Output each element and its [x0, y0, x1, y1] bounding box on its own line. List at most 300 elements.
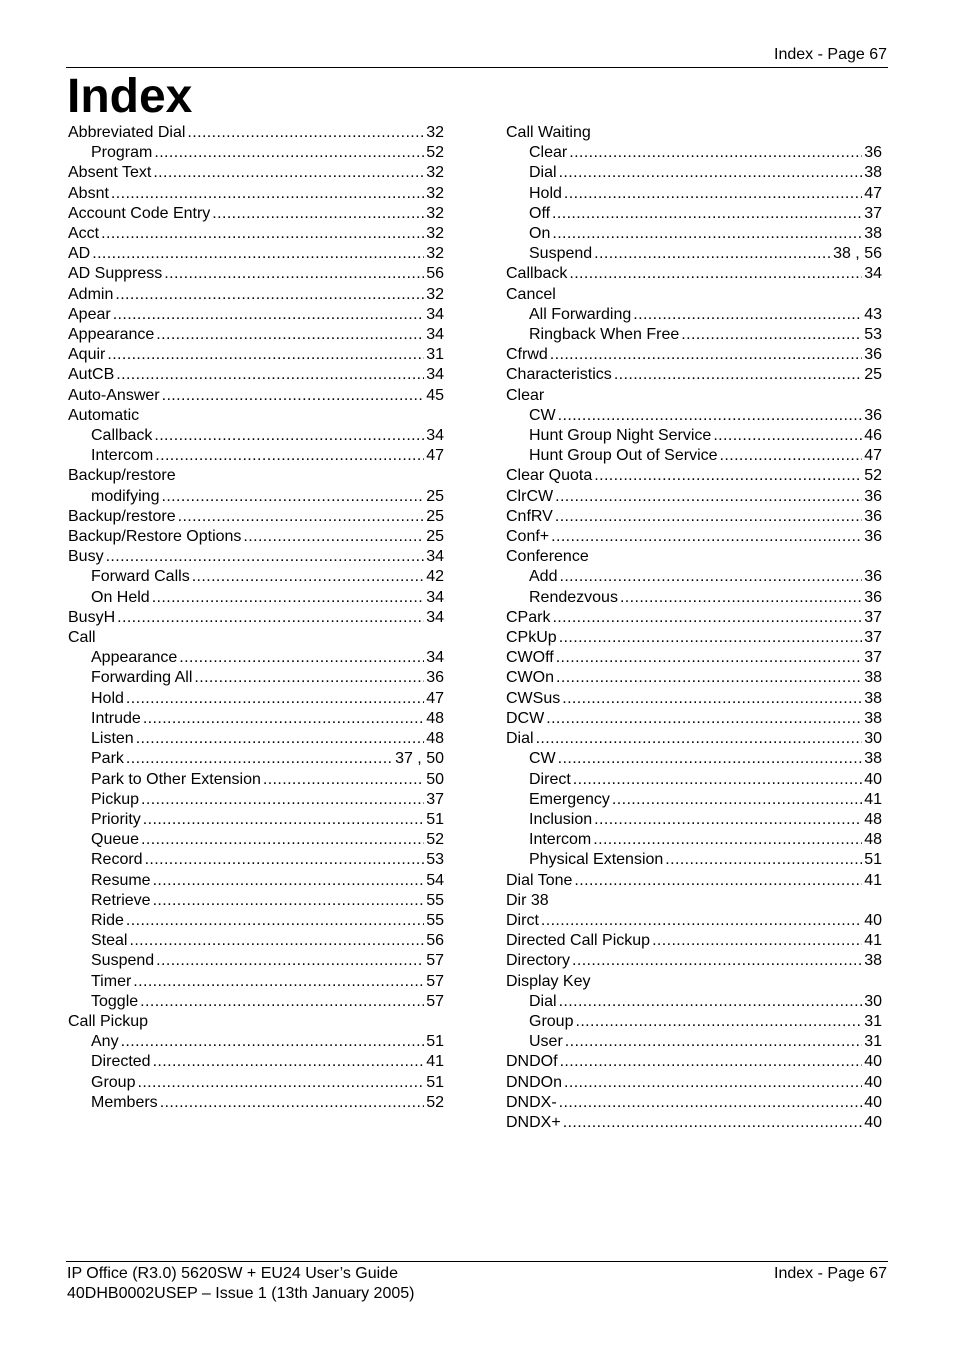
index-page-number: 31	[864, 1033, 882, 1051]
dot-leader	[156, 325, 424, 345]
index-heading	[506, 972, 882, 992]
dot-leader	[594, 466, 862, 486]
index-heading	[506, 547, 882, 567]
index-term: Group	[529, 1012, 574, 1030]
dot-leader	[212, 204, 424, 224]
index-entry	[506, 709, 882, 729]
index-term: Acct	[68, 225, 100, 243]
index-entry	[68, 810, 444, 830]
dot-leader	[572, 951, 862, 971]
index-term: Clear	[529, 144, 568, 162]
index-term: Admin	[68, 285, 114, 303]
dot-leader	[564, 184, 862, 204]
index-term: Direct	[529, 770, 571, 788]
index-entry	[68, 163, 444, 183]
index-term: Members	[91, 1093, 158, 1111]
dot-leader	[614, 365, 862, 385]
dot-leader	[129, 931, 424, 951]
index-entry	[506, 1113, 882, 1133]
index-page-number: 47	[864, 447, 882, 465]
index-entry	[506, 567, 882, 587]
footer-page-label: Index - Page 67	[774, 1265, 887, 1282]
index-term: AD Suppress	[68, 265, 163, 283]
index-page-number: 31	[426, 346, 444, 364]
index-entry	[68, 588, 444, 608]
index-entry	[68, 871, 444, 891]
dot-leader	[552, 204, 862, 224]
index-term: Dial	[529, 164, 557, 182]
index-page-number: 51	[426, 1033, 444, 1051]
index-term: Clear	[506, 386, 545, 404]
index-term: Aquir	[68, 346, 106, 364]
index-entry	[68, 729, 444, 749]
index-page-number: 41	[864, 790, 882, 808]
dot-leader	[140, 992, 424, 1012]
index-term: Auto-Answer	[68, 386, 160, 404]
dot-leader	[546, 709, 862, 729]
index-term: AutCB	[68, 366, 115, 384]
index-term: Absnt	[68, 184, 109, 202]
index-page-number: 38 , 56	[833, 245, 882, 263]
index-term: Directed Call Pickup	[506, 932, 651, 950]
index-page-number: 36	[864, 487, 882, 505]
index-entry	[506, 224, 882, 244]
index-entry	[506, 770, 882, 790]
index-entry	[68, 749, 444, 769]
index-page-number: 56	[426, 932, 444, 950]
index-entry	[506, 244, 882, 264]
index-term: CWOn	[506, 669, 554, 687]
dot-leader	[594, 244, 831, 264]
index-page-number: 41	[864, 871, 882, 889]
dot-leader	[143, 810, 424, 830]
index-page-number: 53	[864, 326, 882, 344]
index-page-number: 38	[864, 709, 882, 727]
index-entry	[68, 487, 444, 507]
index-entry	[506, 365, 882, 385]
index-page-number: 48	[864, 810, 882, 828]
index-term: Dial	[506, 730, 534, 748]
index-term: Cfrwd	[506, 346, 548, 364]
index-entry	[68, 709, 444, 729]
dot-leader	[569, 264, 862, 284]
index-entry	[68, 1093, 444, 1113]
index-entry	[68, 386, 444, 406]
index-entry	[506, 406, 882, 426]
index-term: Any	[91, 1033, 119, 1051]
index-term: Characteristics	[506, 366, 612, 384]
index-term: Abbreviated Dial	[68, 124, 186, 141]
index-entry	[68, 143, 444, 163]
index-entry	[506, 507, 882, 527]
index-page-number: 42	[426, 568, 444, 586]
index-entry	[68, 608, 444, 628]
dot-leader	[620, 588, 862, 608]
index-term: Dirct	[506, 911, 539, 929]
index-entry	[506, 466, 882, 486]
index-term: Forwarding All	[91, 669, 193, 687]
index-page-number: 32	[426, 245, 444, 263]
dot-leader	[536, 729, 863, 749]
dot-leader	[156, 951, 424, 971]
index-entry	[68, 244, 444, 264]
page-header-label: Index - Page 67	[774, 46, 887, 63]
index-heading	[506, 123, 882, 143]
dot-leader	[192, 567, 425, 587]
index-page-number: 48	[864, 831, 882, 849]
dot-leader	[162, 386, 425, 406]
index-entry	[506, 1093, 882, 1113]
index-term: CWSus	[506, 689, 561, 707]
index-term: Directory	[506, 952, 571, 970]
index-page-number: 47	[426, 447, 444, 465]
index-page-number: 51	[864, 851, 882, 869]
index-page-number: 36	[864, 507, 882, 525]
index-page-number: 40	[864, 1093, 882, 1111]
index-entry	[68, 830, 444, 850]
index-entry	[506, 305, 882, 325]
dot-leader	[160, 1093, 425, 1113]
dot-leader	[113, 305, 425, 325]
index-term: Intrude	[91, 709, 141, 727]
index-page-number: 37 , 50	[395, 750, 444, 768]
index-term: Ride	[91, 911, 124, 929]
dot-leader	[133, 972, 424, 992]
index-page-number: 32	[426, 164, 444, 182]
index-entry	[506, 527, 882, 547]
index-entry	[506, 1052, 882, 1072]
index-entry	[506, 951, 882, 971]
index-page-number: 30	[864, 730, 882, 748]
dot-leader	[106, 547, 425, 567]
index-page-number: 34	[426, 305, 444, 323]
index-term: DNDX-	[506, 1093, 557, 1111]
index-page-number: 34	[426, 427, 444, 445]
index-term: Program	[91, 144, 153, 162]
dot-leader	[633, 305, 862, 325]
index-entry	[506, 911, 882, 931]
dot-leader	[558, 406, 863, 426]
index-entry	[68, 790, 444, 810]
index-page-number: 32	[426, 184, 444, 202]
index-term: CW	[529, 406, 556, 424]
index-page-number: 40	[864, 1073, 882, 1091]
index-entry	[68, 224, 444, 244]
index-page-number: 52	[426, 831, 444, 849]
dot-leader	[164, 264, 424, 284]
index-term: BusyH	[68, 608, 116, 626]
index-page-number: 25	[426, 507, 444, 525]
index-term: Pickup	[91, 790, 140, 808]
index-term: Off	[529, 204, 551, 222]
index-term: Display Key	[506, 972, 591, 990]
dot-leader	[559, 163, 863, 183]
dot-leader	[559, 567, 862, 587]
index-page-number: 41	[864, 932, 882, 950]
index-term: On	[529, 225, 551, 243]
index-heading	[68, 628, 444, 648]
index-term: Call Waiting	[506, 124, 591, 141]
index-entry	[68, 668, 444, 688]
index-entry	[506, 143, 882, 163]
index-page-number: 36	[426, 669, 444, 687]
index-heading	[68, 1012, 444, 1032]
index-term: CWOff	[506, 649, 554, 667]
index-heading	[506, 386, 882, 406]
dot-leader	[665, 850, 862, 870]
index-page-number: 37	[864, 649, 882, 667]
index-page-number: 40	[864, 911, 882, 929]
index-entry	[68, 426, 444, 446]
index-page-number: 51	[426, 810, 444, 828]
index-page-number: 38	[864, 669, 882, 687]
index-term: Ringback When Free	[529, 326, 680, 344]
dot-leader	[565, 1032, 862, 1052]
index-entry	[68, 547, 444, 567]
index-entry	[68, 951, 444, 971]
index-page-number: 37	[426, 790, 444, 808]
dot-leader	[153, 891, 425, 911]
index-page-number: 57	[426, 972, 444, 990]
index-term: Park to Other Extension	[91, 770, 261, 788]
dot-leader	[92, 244, 424, 264]
index-entry	[506, 668, 882, 688]
index-entry	[68, 891, 444, 911]
index-page-number: 52	[864, 467, 882, 485]
index-page-number: 57	[426, 992, 444, 1010]
index-term: Suspend	[529, 245, 593, 263]
index-term: Dial	[529, 992, 557, 1010]
index-term: Intercom	[529, 831, 592, 849]
index-entry	[68, 770, 444, 790]
index-term: Suspend	[91, 952, 155, 970]
dot-leader	[101, 224, 424, 244]
dot-leader	[178, 507, 425, 527]
index-page-number: 48	[426, 730, 444, 748]
index-term: DNDOf	[506, 1053, 558, 1071]
index-term: Record	[91, 851, 143, 869]
index-page-number: 36	[864, 346, 882, 364]
dot-leader	[556, 648, 863, 668]
index-term: Absent Text	[68, 164, 152, 182]
dot-leader	[552, 224, 862, 244]
index-term: All Forwarding	[529, 305, 632, 323]
dot-leader	[136, 729, 425, 749]
index-term: CPkUp	[506, 629, 557, 647]
index-entry	[506, 1073, 882, 1093]
index-entry	[506, 749, 882, 769]
index-term: Resume	[91, 871, 151, 889]
index-page-number: 38	[864, 689, 882, 707]
index-term: DNDX+	[506, 1113, 561, 1131]
index-entry	[506, 992, 882, 1012]
index-page-number: 36	[864, 144, 882, 162]
index-term: CnfRV	[506, 507, 553, 525]
index-entry	[68, 285, 444, 305]
index-page-number: 25	[426, 487, 444, 505]
index-heading	[506, 891, 882, 911]
index-entry	[506, 1012, 882, 1032]
index-heading	[68, 406, 444, 426]
index-entry	[506, 810, 882, 830]
dot-leader	[559, 628, 863, 648]
dot-leader	[121, 1032, 425, 1052]
index-entry	[506, 1032, 882, 1052]
dot-leader	[153, 871, 425, 891]
dot-leader	[107, 345, 424, 365]
index-entry	[506, 325, 882, 345]
index-page-number: 30	[864, 992, 882, 1010]
index-term: Retrieve	[91, 891, 151, 909]
index-entry	[506, 204, 882, 224]
index-page-number: 34	[426, 326, 444, 344]
index-page-number: 37	[864, 629, 882, 647]
index-term: Steal	[91, 932, 128, 950]
index-page-number: 38	[864, 750, 882, 768]
index-page-number: 52	[426, 1093, 444, 1111]
index-page-number: 34	[426, 588, 444, 606]
index-entry	[506, 729, 882, 749]
dot-leader	[681, 325, 862, 345]
dot-leader	[594, 810, 862, 830]
index-term: Listen	[91, 730, 134, 748]
index-term: AD	[68, 245, 91, 263]
index-entry	[68, 1032, 444, 1052]
index-page-number: 40	[864, 1053, 882, 1071]
index-page-number: 40	[864, 1113, 882, 1131]
index-term: Dir 38	[506, 891, 549, 909]
index-page-number: 48	[426, 709, 444, 727]
dot-leader	[569, 143, 862, 163]
dot-leader	[612, 790, 862, 810]
index-page-number: 34	[864, 265, 882, 283]
index-page-number: 37	[864, 608, 882, 626]
index-entry	[68, 931, 444, 951]
index-entry	[68, 689, 444, 709]
index-entry	[506, 871, 882, 891]
index-term: ClrCW	[506, 487, 554, 505]
index-term: Account Code Entry	[68, 204, 211, 222]
index-term: Backup/restore	[68, 467, 176, 485]
index-page-number: 47	[864, 184, 882, 202]
index-entry	[506, 446, 882, 466]
index-heading	[506, 285, 882, 305]
index-page-number: 55	[426, 911, 444, 929]
index-entry	[506, 345, 882, 365]
dot-leader	[564, 1073, 862, 1093]
index-page-number: 32	[426, 124, 444, 141]
dot-leader	[563, 1113, 863, 1133]
dot-leader	[652, 931, 862, 951]
dot-leader	[562, 689, 862, 709]
index-page-number: 25	[426, 528, 444, 546]
index-term: Call	[68, 629, 96, 647]
index-page-number: 36	[864, 528, 882, 546]
dot-leader	[161, 487, 424, 507]
index-term: DCW	[506, 709, 545, 727]
index-page-number: 38	[864, 164, 882, 182]
index-term: Directed	[91, 1053, 151, 1071]
dot-leader	[550, 345, 862, 365]
footer-document-info	[67, 1264, 414, 1304]
footer-issue-info: 40DHB0002USEP – Issue 1 (13th January 2005)	[67, 1285, 415, 1302]
index-entry	[68, 911, 444, 931]
index-term: Appearance	[91, 649, 178, 667]
index-column-left	[68, 123, 444, 1113]
index-entry	[506, 163, 882, 183]
index-term: Conf+	[506, 528, 550, 546]
index-page-number: 41	[426, 1053, 444, 1071]
index-term: Callback	[91, 427, 153, 445]
index-entry	[68, 123, 444, 143]
index-entry	[506, 648, 882, 668]
index-page-number: 31	[864, 1012, 882, 1030]
index-entry	[506, 850, 882, 870]
index-page-number: 52	[426, 144, 444, 162]
dot-leader	[713, 426, 862, 446]
dot-leader	[551, 527, 862, 547]
index-term: modifying	[91, 487, 160, 505]
index-term: Park	[91, 750, 124, 768]
index-entry	[68, 184, 444, 204]
index-term: Hold	[91, 689, 124, 707]
index-entry	[68, 1052, 444, 1072]
index-page-number: 32	[426, 225, 444, 243]
dot-leader	[574, 871, 862, 891]
footer-divider	[66, 1261, 888, 1262]
index-entry	[506, 487, 882, 507]
dot-leader	[556, 668, 862, 688]
dot-leader	[126, 749, 393, 769]
dot-leader	[126, 911, 424, 931]
index-term: Appearance	[68, 326, 155, 344]
index-page-number: 36	[864, 568, 882, 586]
dot-leader	[555, 487, 862, 507]
dot-leader	[573, 770, 862, 790]
index-term: Backup/Restore Options	[68, 528, 242, 546]
index-term: Clear Quota	[506, 467, 593, 485]
index-entry	[68, 850, 444, 870]
index-page-number: 55	[426, 891, 444, 909]
index-page-number: 56	[426, 265, 444, 283]
index-page-number: 32	[426, 285, 444, 303]
index-entry	[68, 345, 444, 365]
dot-leader	[137, 1073, 424, 1093]
dot-leader	[145, 850, 425, 870]
index-entry	[68, 446, 444, 466]
index-page-number: 47	[426, 689, 444, 707]
dot-leader	[152, 588, 425, 608]
index-page-number: 38	[864, 225, 882, 243]
index-term: CW	[529, 750, 556, 768]
index-term: Inclusion	[529, 810, 593, 828]
dot-leader	[559, 1093, 863, 1113]
dot-leader	[153, 163, 424, 183]
index-page-number: 57	[426, 952, 444, 970]
page-title: Index	[67, 70, 193, 123]
index-entry	[506, 426, 882, 446]
index-entry	[506, 931, 882, 951]
index-page-number: 34	[426, 608, 444, 626]
index-page-number: 51	[426, 1073, 444, 1091]
dot-leader	[143, 709, 424, 729]
index-entry	[68, 204, 444, 224]
index-entry	[68, 264, 444, 284]
index-term: Callback	[506, 265, 568, 283]
index-term: Backup/restore	[68, 507, 176, 525]
index-term: Hold	[529, 184, 562, 202]
index-page-number: 36	[864, 588, 882, 606]
